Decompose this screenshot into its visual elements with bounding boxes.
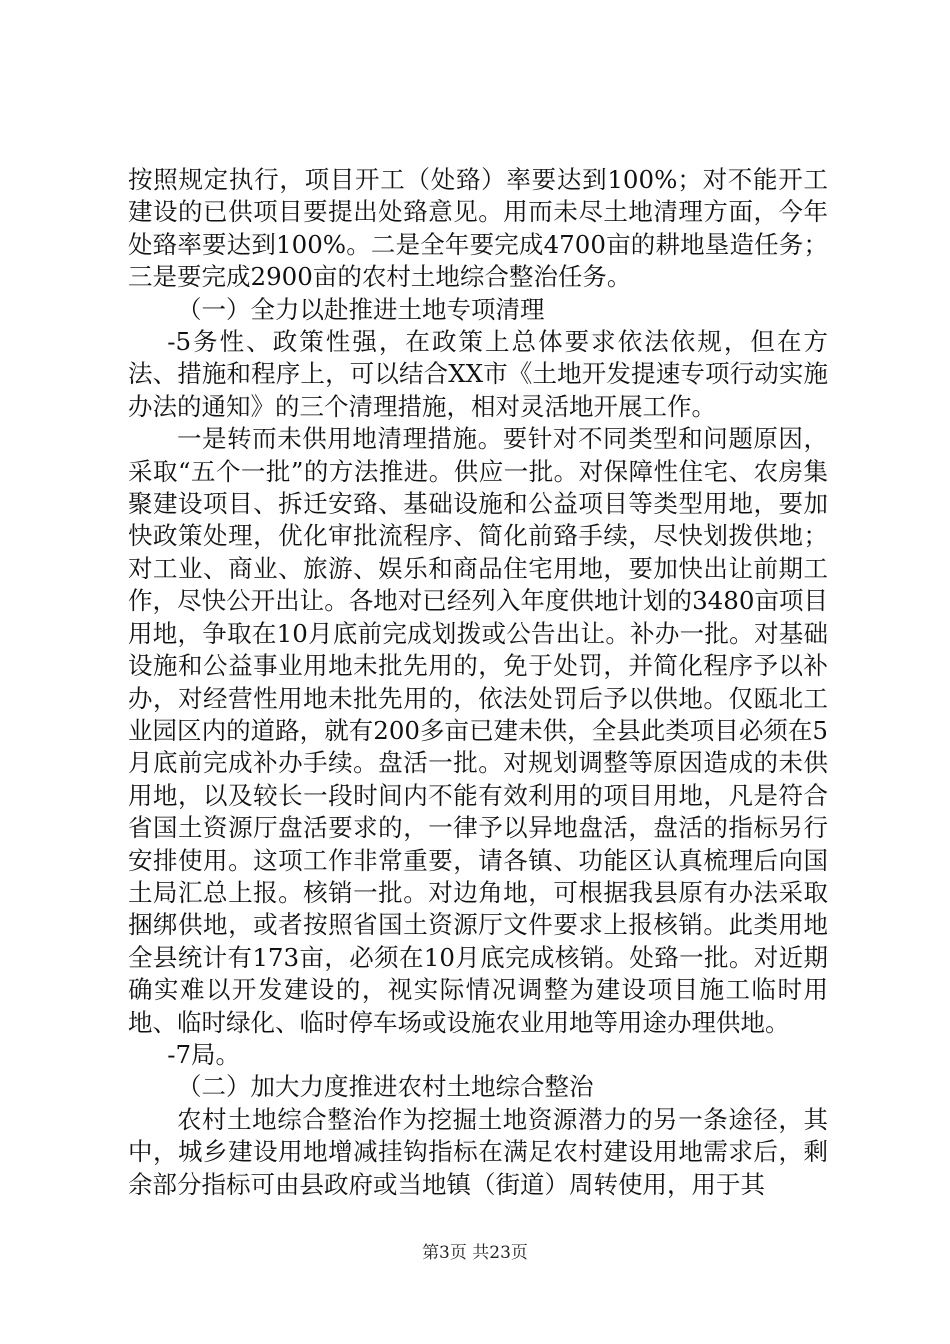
body-paragraph: 一是转而未供用地清理措施。要针对不同类型和问题原因，采取“五个一批”的方法推进。供应一批。对保障性住宅、农房集聚建设项目、拆迁安臵、基础设施和公益项目等类型用地，要加快政策处理，优化审批流程序、简化前臵手续，尽快划拨供地；对工业、商业、旅游、娱乐和商品住宅用地，要加快出让前期工作，尽快公开出让。各地对已经列入年度供地计划的3480亩项目用地，争取在10月底前完成划拨或公告出让。补办一批。对基础设施和公益事业用地未批先用的，免于处罚，并简化程序予以补办，对经营性用地未批先用的，依法处罚后予以供地。仅瓯北工业园区内的道路，就有200多亩已建未供，全县此类项目必须在5月底前完成补办手续。盘活一批。对规划调整等原因造成的未供用地，以及较长一段时间内不能有效利用的项目用地，凡是符合省国土资源厅盘活要求的，一律予以异地盘活，盘活的指标另行安排使用。这项工作非常重要，请各镇、功能区认真梳理后向国土局汇总上报。核销一批。对边角地，可根据我县原有办法采取捆绑供地，或者按照省国土资源厅文件要求上报核销。此类用地全县统计有173亩，必须在10月底完成核销。处臵一批。对近期确实难以开发建设的，视实际情况调整为建设项目施工临时用地、临时绿化、临时停车场或设施农业用地等用途办理供地。 — [128, 424, 828, 1037]
body-paragraph: -5务性、政策性强，在政策上总体要求依法依规，但在方法、措施和程序上，可以结合XX市《土地开发提速专项行动实施办法的通知》的三个清理措施，相对灵活地开展工作。 — [128, 327, 828, 421]
body-paragraph: -7局。 — [167, 1039, 241, 1069]
document-body — [128, 164, 828, 1201]
body-paragraph: 农村土地综合整治作为挖掘土地资源潜力的另一条途径，其中，城乡建设用地增减挂钩指标在满足农村建设用地需求后，剩余部分指标可由县政府或当地镇（街道）周转使用，用于其 — [128, 1104, 828, 1199]
body-paragraph: 按照规定执行，项目开工（处臵）率要达到100%；对不能开工建设的已供项目要提出处臵意见。用而未尽土地清理方面，今年处臵率要达到100%。二是全年要完成4700亩的耕地垦造任务；三是要完成2900亩的农村土地综合整治任务。 — [128, 165, 828, 292]
section-heading-2: （二）加大力度推进农村土地综合整治 — [177, 1072, 594, 1102]
section-heading-1: （一）全力以赴推进土地专项清理 — [177, 294, 545, 324]
page-number-footer: 第3页 共23页 — [422, 1243, 528, 1263]
